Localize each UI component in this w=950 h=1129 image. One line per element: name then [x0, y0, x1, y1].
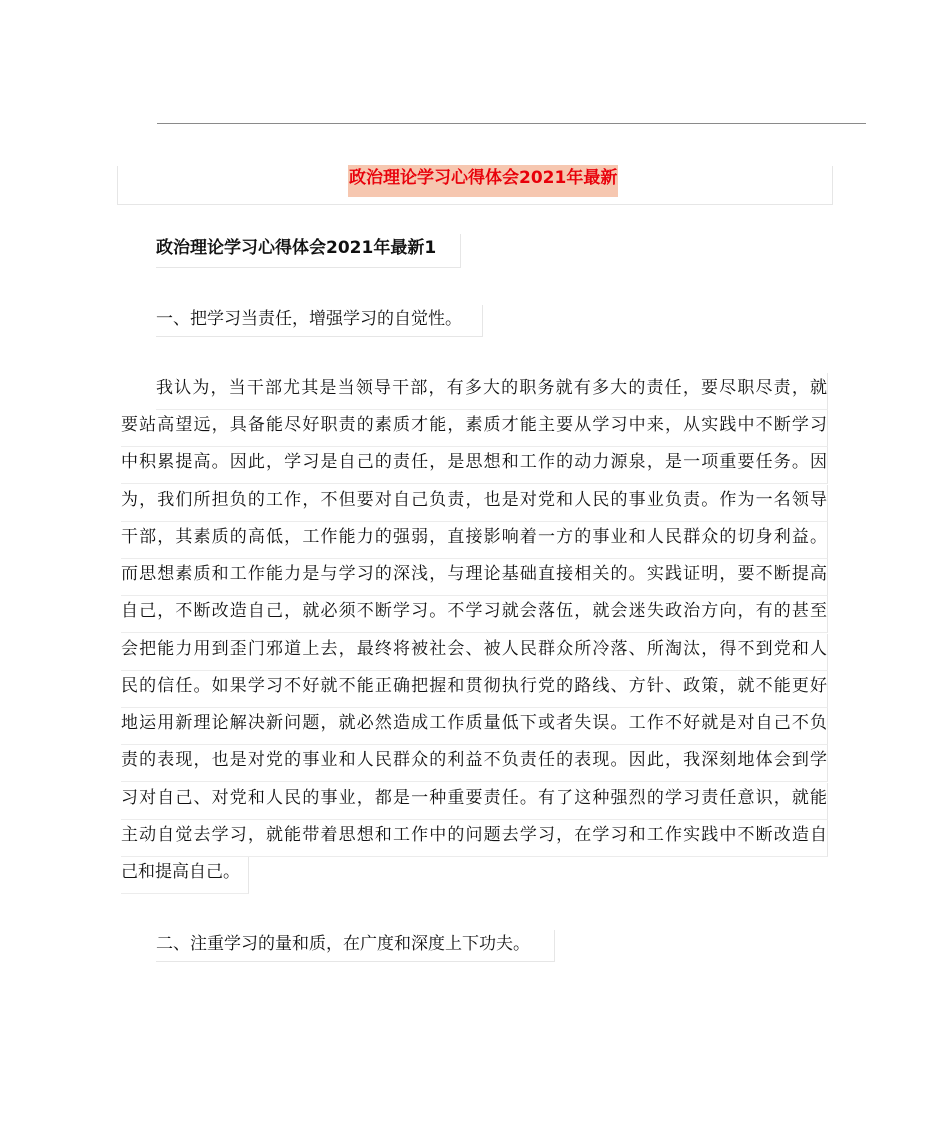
paragraph-line: 习对自己、对党和人民的事业，都是一种重要责任。有了这种强烈的学习责任意识，就能 [121, 783, 828, 820]
paragraph-line: 会把能力用到歪门邪道上去，最终将被社会、被人民群众所冷落、所淘汰，得不到党和人 [121, 634, 828, 671]
header-rule [157, 123, 866, 124]
paragraph-line: 中积累提高。因此，学习是自己的责任，是思想和工作的动力源泉，是一项重要任务。因 [121, 447, 828, 484]
point-heading-1: 一、把学习当责任，增强学习的自觉性。 [156, 305, 483, 337]
paragraph-line: 地运用新理论解决新问题，就必然造成工作质量低下或者失误。工作不好就是对自己不负 [121, 708, 828, 745]
document-title: 政治理论学习心得体会2021年最新 [348, 165, 618, 197]
paragraph-line: 主动自觉去学习，就能带着思想和工作中的问题去学习，在学习和工作实践中不断改造自 [121, 820, 828, 857]
section-heading: 政治理论学习心得体会2021年最新1 [156, 234, 461, 268]
paragraph-line: 我认为，当干部尤其是当领导干部，有多大的职务就有多大的责任，要尽职尽责，就 [156, 373, 828, 410]
paragraph-line: 干部，其素质的高低，工作能力的强弱，直接影响着一方的事业和人民群众的切身利益。 [121, 522, 828, 559]
paragraph-line: 己和提高自己。 [121, 857, 249, 894]
point-heading-2: 二、注重学习的量和质，在广度和深度上下功夫。 [156, 930, 555, 962]
paragraph-line: 为，我们所担负的工作，不但要对自己负责，也是对党和人民的事业负责。作为一名领导 [121, 485, 828, 522]
paragraph-line: 责的表现，也是对党的事业和人民群众的利益不负责任的表现。因此，我深刻地体会到学 [121, 745, 828, 782]
paragraph-line: 自己，不断改造自己，就必须不断学习。不学习就会落伍，就会迷失政治方向，有的甚至 [121, 596, 828, 633]
paragraph-line: 要站高望远，具备能尽好职责的素质才能，素质才能主要从学习中来，从实践中不断学习 [121, 410, 828, 447]
paragraph-line: 而思想素质和工作能力是与学习的深浅，与理论基础直接相关的。实践证明，要不断提高 [121, 559, 828, 596]
paragraph-line: 民的信任。如果学习不好就不能正确把握和贯彻执行党的路线、方针、政策，就不能更好 [121, 671, 828, 708]
